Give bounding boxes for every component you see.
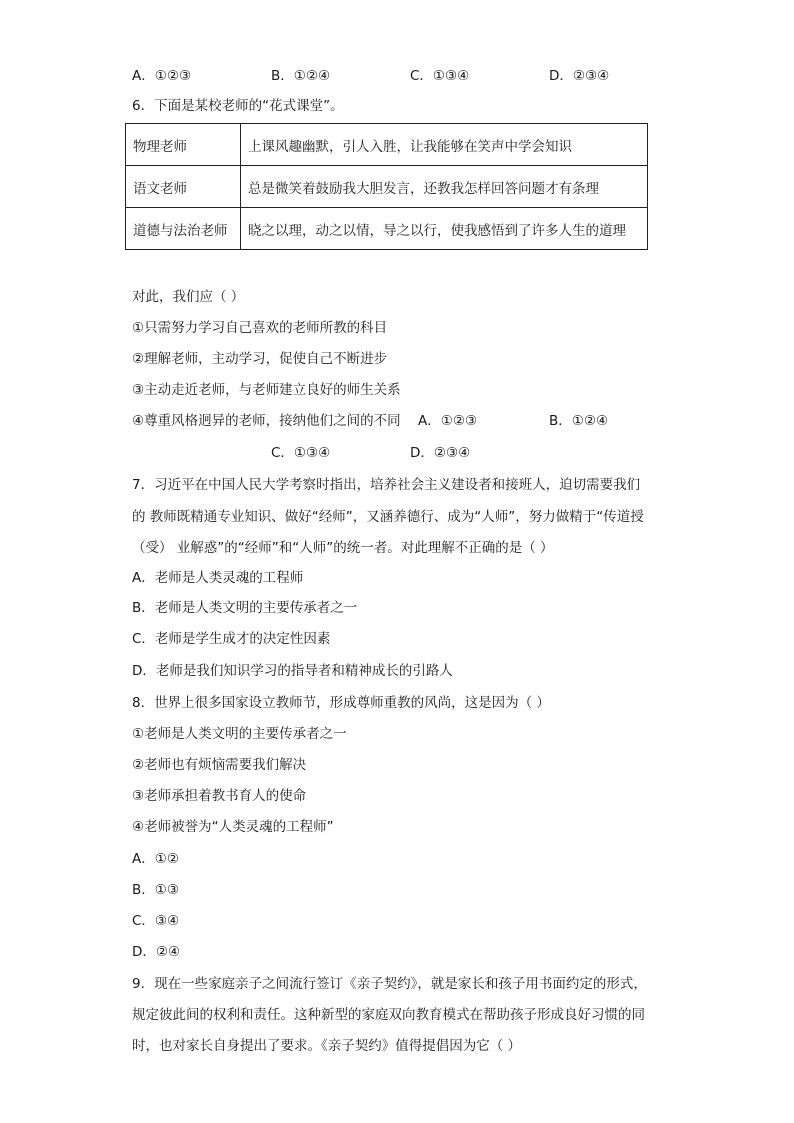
q8-option-d[interactable]: D．②④ (132, 944, 181, 960)
table-row (126, 208, 648, 250)
table-row (126, 124, 648, 166)
q8-stem: 8．世界上很多国家设立教师节，形成尊师重教的风尚，这是因为（ ） (132, 695, 550, 711)
q6-option-c[interactable]: C．①③④ (271, 445, 331, 461)
q9-stem-line-3: 时，也对家长自身提出了要求。《亲子契约》值得提倡因为它（ ） (132, 1038, 522, 1054)
q5-option-a[interactable]: A．①②③ (132, 68, 192, 84)
table-cell-desc: 总是微笑着鼓励我大胆发言，还教我怎样回答问题才有条理 (241, 166, 648, 208)
q7-option-d[interactable]: D．老师是我们知识学习的指导者和精神成长的引路人 (132, 663, 453, 679)
q8-item-3: ③老师承担着教书育人的使命 (132, 788, 307, 804)
q5-option-d[interactable]: D．②③④ (549, 68, 610, 84)
q5-option-b[interactable]: B．①②④ (271, 68, 331, 84)
q8-item-4: ④老师被誉为“人类灵魂的工程师” (132, 819, 334, 835)
q8-item-1: ①老师是人类文明的主要传承者之一 (132, 726, 347, 742)
q7-option-b[interactable]: B．老师是人类文明的主要传承者之一 (132, 600, 358, 616)
table-cell-desc: 晓之以理，动之以情，导之以行，使我感悟到了许多人生的道理 (241, 208, 648, 250)
q8-option-c[interactable]: C．③④ (132, 913, 180, 929)
q7-option-a[interactable]: A．老师是人类灵魂的工程师 (132, 570, 304, 586)
table-cell-role: 物理老师 (126, 124, 241, 166)
q7-stem-line-2: 的 教师既精通专业知识、做好“经师”，又涵养德行、成为“人师”，努力做精于“传道授 (132, 509, 644, 525)
q6-prompt: 对此，我们应（ ） (132, 289, 245, 305)
teacher-table (125, 123, 648, 250)
q6-item-3: ③主动走近老师，与老师建立良好的师生关系 (132, 382, 401, 398)
q7-stem-line-1: 7．习近平在中国人民大学考察时指出，培养社会主义建设者和接班人，迫切需要我们 (132, 477, 641, 493)
q6-item-4: ④尊重风格迥异的老师，接纳他们之间的不同 (132, 413, 401, 429)
q6-option-d[interactable]: D．②③④ (410, 445, 471, 461)
q6-option-b[interactable]: B．①②④ (549, 413, 609, 429)
q6-item-2: ②理解老师，主动学习，促使自己不断进步 (132, 351, 388, 367)
q7-option-c[interactable]: C．老师是学生成才的决定性因素 (132, 631, 331, 647)
q6-option-a[interactable]: A．①②③ (418, 413, 478, 429)
q5-option-c[interactable]: C．①③④ (410, 68, 470, 84)
q6-stem: 6．下面是某校老师的“花式课堂”。 (132, 98, 344, 114)
q8-option-a[interactable]: A．①② (132, 851, 179, 867)
table-row (126, 166, 648, 208)
q9-stem-line-1: 9．现在一些家庭亲子之间流行签订《亲子契约》，就是家长和孩子用书面约定的形式， (132, 976, 647, 992)
q9-stem-line-2: 规定彼此间的权利和责任。这种新型的家庭双向教育模式在帮助孩子形成良好习惯的同 (132, 1007, 645, 1023)
q6-item-1: ①只需努力学习自己喜欢的老师所教的科目 (132, 320, 388, 336)
q8-option-b[interactable]: B．①③ (132, 882, 179, 898)
table-cell-role: 语文老师 (126, 166, 241, 208)
table-cell-role: 道德与法治老师 (126, 208, 241, 250)
q8-item-2: ②老师也有烦恼需要我们解决 (132, 757, 307, 773)
q7-stem-line-3: （受） 业解惑”的“经师”和“人师”的统一者。对此理解不正确的是（ ） (132, 540, 554, 556)
table-cell-desc: 上课风趣幽默，引人入胜，让我能够在笑声中学会知识 (241, 124, 648, 166)
